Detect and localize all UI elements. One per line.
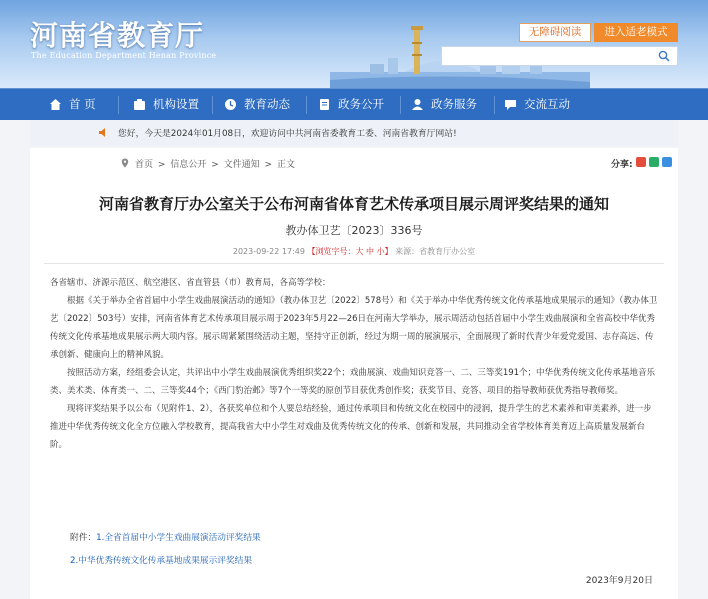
qq-icon[interactable] [662, 157, 672, 167]
paragraph: 根据《关于举办全省首届中小学生戏曲展演活动的通知》（教办体卫艺〔2022〕578号）和《关于举办中华优秀传统文化传承基地成果展示的通知》（教办体卫艺〔2022〕503号）安排，河南省体育艺术传承项目展示周于2023年5月22—26日在河南大学举办，展示周活动包括首届中小学生戏曲展演和全省高校中华优秀传统文化传承基地成果展示两大项内容。展示周紧紧围绕活动主题，坚持守正创新，经过为期一周的展演展示，全面展现了新时代青少年爱党爱国、志存高远、传承创新、健康向上的精神风貌。 [50, 296, 658, 360]
home-icon [49, 98, 62, 111]
weibo-icon[interactable] [636, 157, 646, 167]
service-icon [411, 98, 424, 111]
attachment-label: 附件： [70, 533, 97, 543]
elder-mode-button[interactable]: 进入适老模式 [594, 23, 678, 42]
site-subtitle: The Education Department Henan Province [31, 51, 217, 60]
document-number: 教办体卫艺〔2023〕336号 [285, 224, 423, 237]
org-icon [133, 98, 146, 111]
article-meta [30, 246, 678, 257]
nav-divider [400, 96, 401, 114]
search-input[interactable] [442, 51, 652, 69]
nav-label: 政务服务 [431, 97, 477, 111]
nav-item-gov-open[interactable] [318, 89, 398, 120]
nav-label: 政务公开 [338, 97, 384, 111]
location-icon [120, 158, 130, 168]
speaker-icon [98, 127, 109, 138]
site-title: 河南省教育厅 [30, 19, 205, 52]
greeting-bar [30, 120, 678, 146]
nav-item-org[interactable] [133, 89, 213, 120]
article-body [50, 274, 660, 454]
nav-divider [306, 96, 307, 114]
nav-item-interaction[interactable] [504, 89, 584, 120]
title-divider [44, 263, 664, 264]
paragraph: 现将评奖结果予以公布（见附件1、2），各获奖单位和个人要总结经验，通过传承项目和传统文化在校园中的浸润，提升学生的艺术素养和审美素养，进一步推进中华优秀传统文化全方位融入学校教育，提高我省大中小学生对戏曲及优秀传统文化的传承、创新和发展，共同推动全省学校体育美育迈上高质量发展新台阶。 [50, 404, 652, 450]
breadcrumb-info[interactable]: 信息公开 [170, 160, 207, 170]
breadcrumb-home[interactable]: 首页 [135, 160, 154, 170]
attachment-1-link[interactable]: 1.全省首届中小学生戏曲展演活动评奖结果 [96, 533, 261, 543]
nav-divider [494, 96, 495, 114]
breadcrumb-sep: > [157, 160, 166, 170]
header-banner [0, 0, 708, 88]
attachment-1 [70, 531, 261, 543]
accessible-reading-button[interactable]: 无障碍阅读 [519, 23, 591, 42]
nav-label: 首 页 [69, 97, 96, 111]
breadcrumb-current: 正文 [276, 160, 295, 170]
sign-date: 2023年9月20日 [585, 576, 653, 586]
breadcrumb [135, 157, 297, 170]
share-icons [636, 157, 676, 168]
attachment-2-link[interactable]: 2.中华优秀传统文化传承基地成果展示评奖结果 [70, 556, 253, 566]
nav-item-news[interactable] [224, 89, 304, 120]
share-label: 分享: [611, 160, 633, 170]
nav-label: 机构设置 [153, 97, 199, 111]
nav-divider [212, 96, 213, 114]
nav-item-gov-service[interactable] [411, 89, 491, 120]
article-title: 河南省教育厅办公室关于公布河南省体育艺术传承项目展示周评奖结果的通知 [98, 195, 609, 213]
chat-icon [504, 98, 517, 111]
font-size-switcher[interactable]: 【浏览字号：大 中 小】 [307, 247, 393, 256]
greeting-text: 您好，今天是2024年01月08日，欢迎访问中共河南省委教育工委、河南省教育厅网站! [118, 129, 457, 139]
main-nav [0, 88, 708, 120]
doc-icon [318, 98, 331, 111]
nav-label: 交流互动 [524, 97, 570, 111]
search-icon[interactable] [658, 50, 670, 62]
news-icon [224, 98, 237, 111]
article-source: 来源：省教育厅办公室 [395, 247, 476, 256]
attachment-2 [70, 554, 252, 566]
breadcrumb-sep: > [211, 160, 219, 170]
breadcrumb-notices[interactable]: 文件通知 [223, 160, 260, 170]
article-card [30, 148, 678, 599]
salutation: 各省辖市、济源示范区、航空港区、省直管县（市）教育局，各高等学校： [50, 278, 331, 288]
paragraph: 按照活动方案，经组委会认定，共评出中小学生戏曲展演优秀组织奖22个；戏曲展演、戏曲知识竞答一、二、三等奖191个；中华优秀传统文化传承基地音乐类、美术类、体育类一、二、三等奖44个；《西门豹治邺》等7个一等奖的原创节目获优秀创作奖；获奖节目、竞答、项目的指导教师获优秀指导教师奖。 [50, 368, 656, 396]
nav-label: 教育动态 [244, 97, 290, 111]
wechat-icon[interactable] [649, 157, 659, 167]
nav-item-home[interactable] [49, 89, 109, 120]
breadcrumb-sep: > [264, 160, 273, 170]
publish-date: 2023-09-22 17:49 [232, 247, 305, 256]
nav-divider [118, 96, 119, 114]
search-box [441, 46, 678, 66]
